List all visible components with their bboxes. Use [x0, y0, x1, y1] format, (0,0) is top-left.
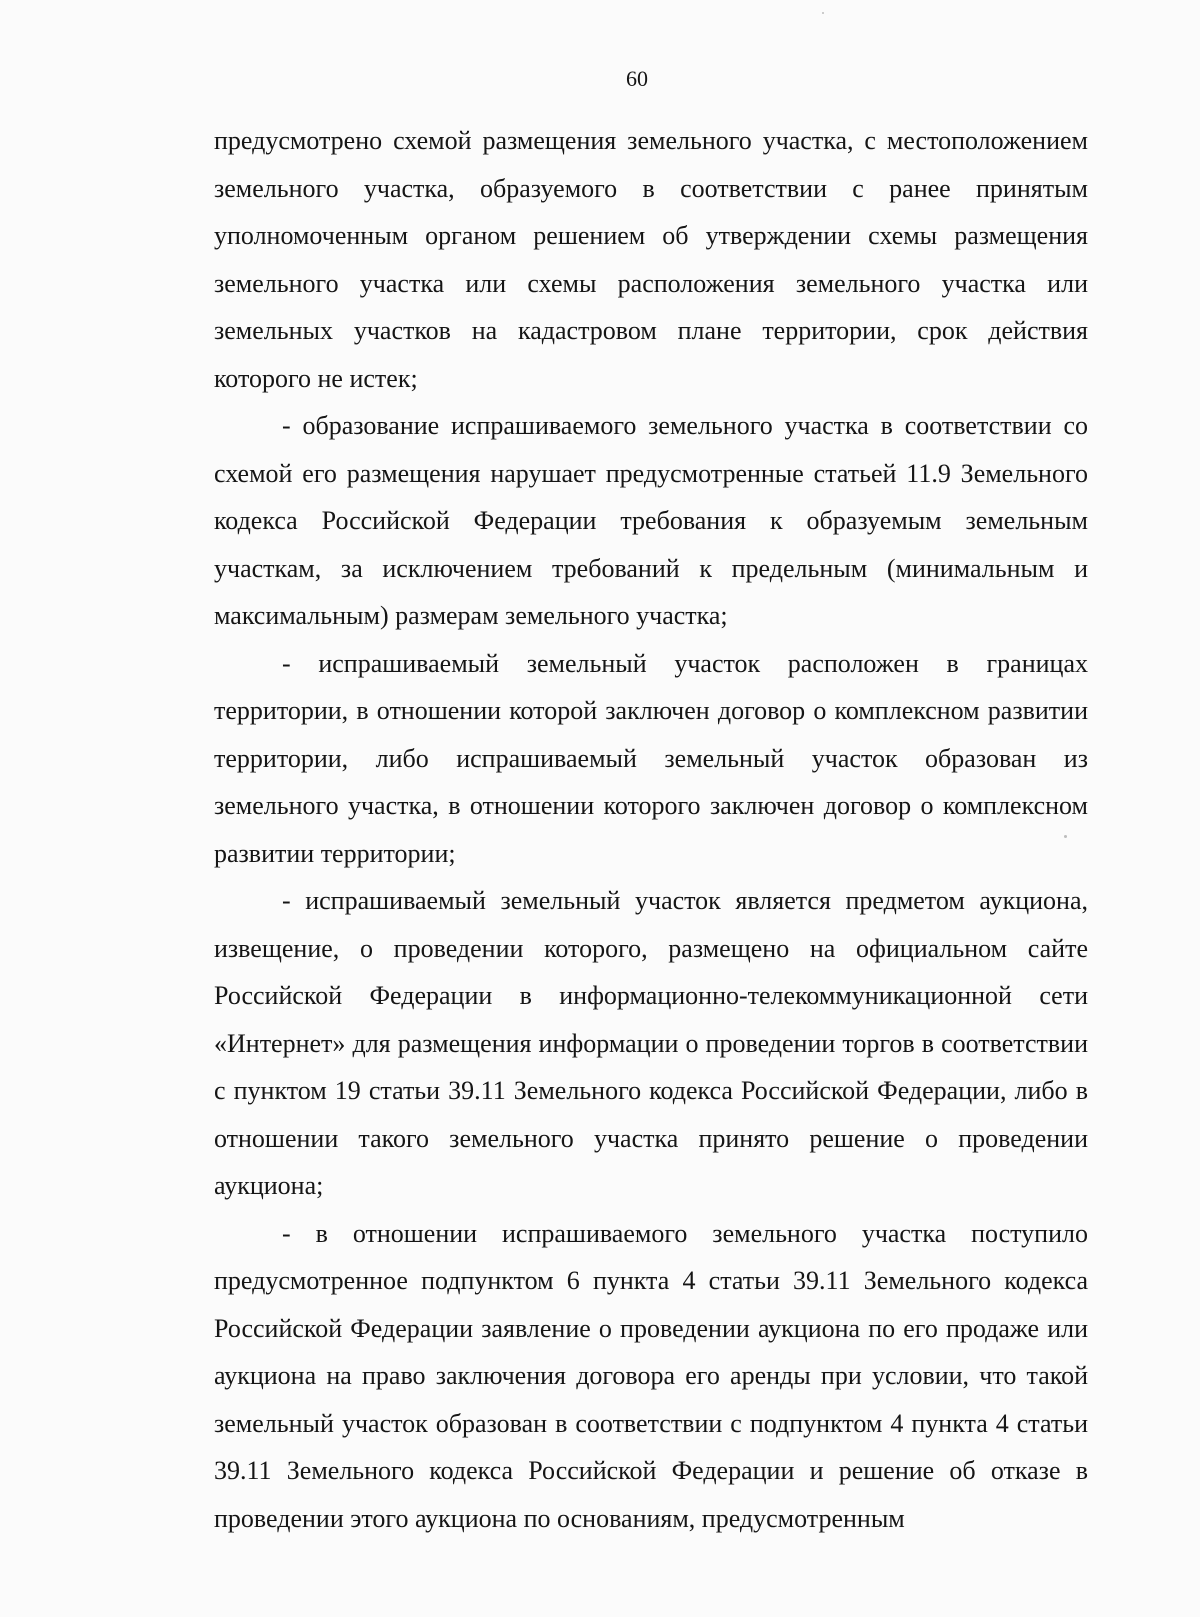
- scan-speck: [822, 12, 824, 14]
- paragraph-continuation: предусмотрено схемой размещения земельного участка, с местоположением земельного участка, образуемого в соответствии с ранее принятым уполномоченным органом решением об утверждении схемы размещения земельного участка или схемы расположения земельного участка или земельных участков на кадастровом плане территории, срок действия которого не истек;: [214, 126, 1088, 393]
- paragraph-auction-application: - в отношении испрашиваемого земельного участка поступило предусмотренное подпунктом 6 пункта 4 статьи 39.11 Земельного кодекса Российской Федерации заявление о проведении аукциона по его продаже или аукциона на право заключения договора его аренды при условии, что такой земельный участок образован в соответствии с подпунктом 4 пункта 4 статьи 39.11 Земельного кодекса Российской Федерации и решение об отказе в проведении этого аукциона по основаниям, предусмотренным: [214, 1218, 1088, 1533]
- scan-speck: [1064, 835, 1067, 838]
- page-number: 60: [626, 66, 648, 91]
- paragraph-scheme-violation: - образование испрашиваемого земельного участка в соответствии со схемой его размещения нарушает предусмотренные статьей 11.9 Земельного кодекса Российской Федерации требования к образуемым земельным участкам, за исключением требований к предельным (минимальным и максимальным) размерам земельного участка;: [214, 411, 1088, 630]
- document-body: [214, 117, 1088, 1542]
- paragraph-complex-development: - испрашиваемый земельный участок расположен в границах территории, в отношении которой заключен договор о комплексном развитии территории, либо испрашиваемый земельный участок образован из земельного участка, в отношении которого заключен договор о комплексном развитии территории;: [214, 648, 1088, 868]
- paragraph-auction-subject: - испрашиваемый земельный участок является предметом аукциона, извещение, о проведении которого, размещено на официальном сайте Российской Федерации в информационно-телекоммуникационной сети «Интернет» для размещения информации о проведении торгов в соответствии с пунктом 19 статьи 39.11 Земельного кодекса Российской Федерации, либо в отношении такого земельного участка принято решение о проведении аукциона;: [214, 886, 1088, 1200]
